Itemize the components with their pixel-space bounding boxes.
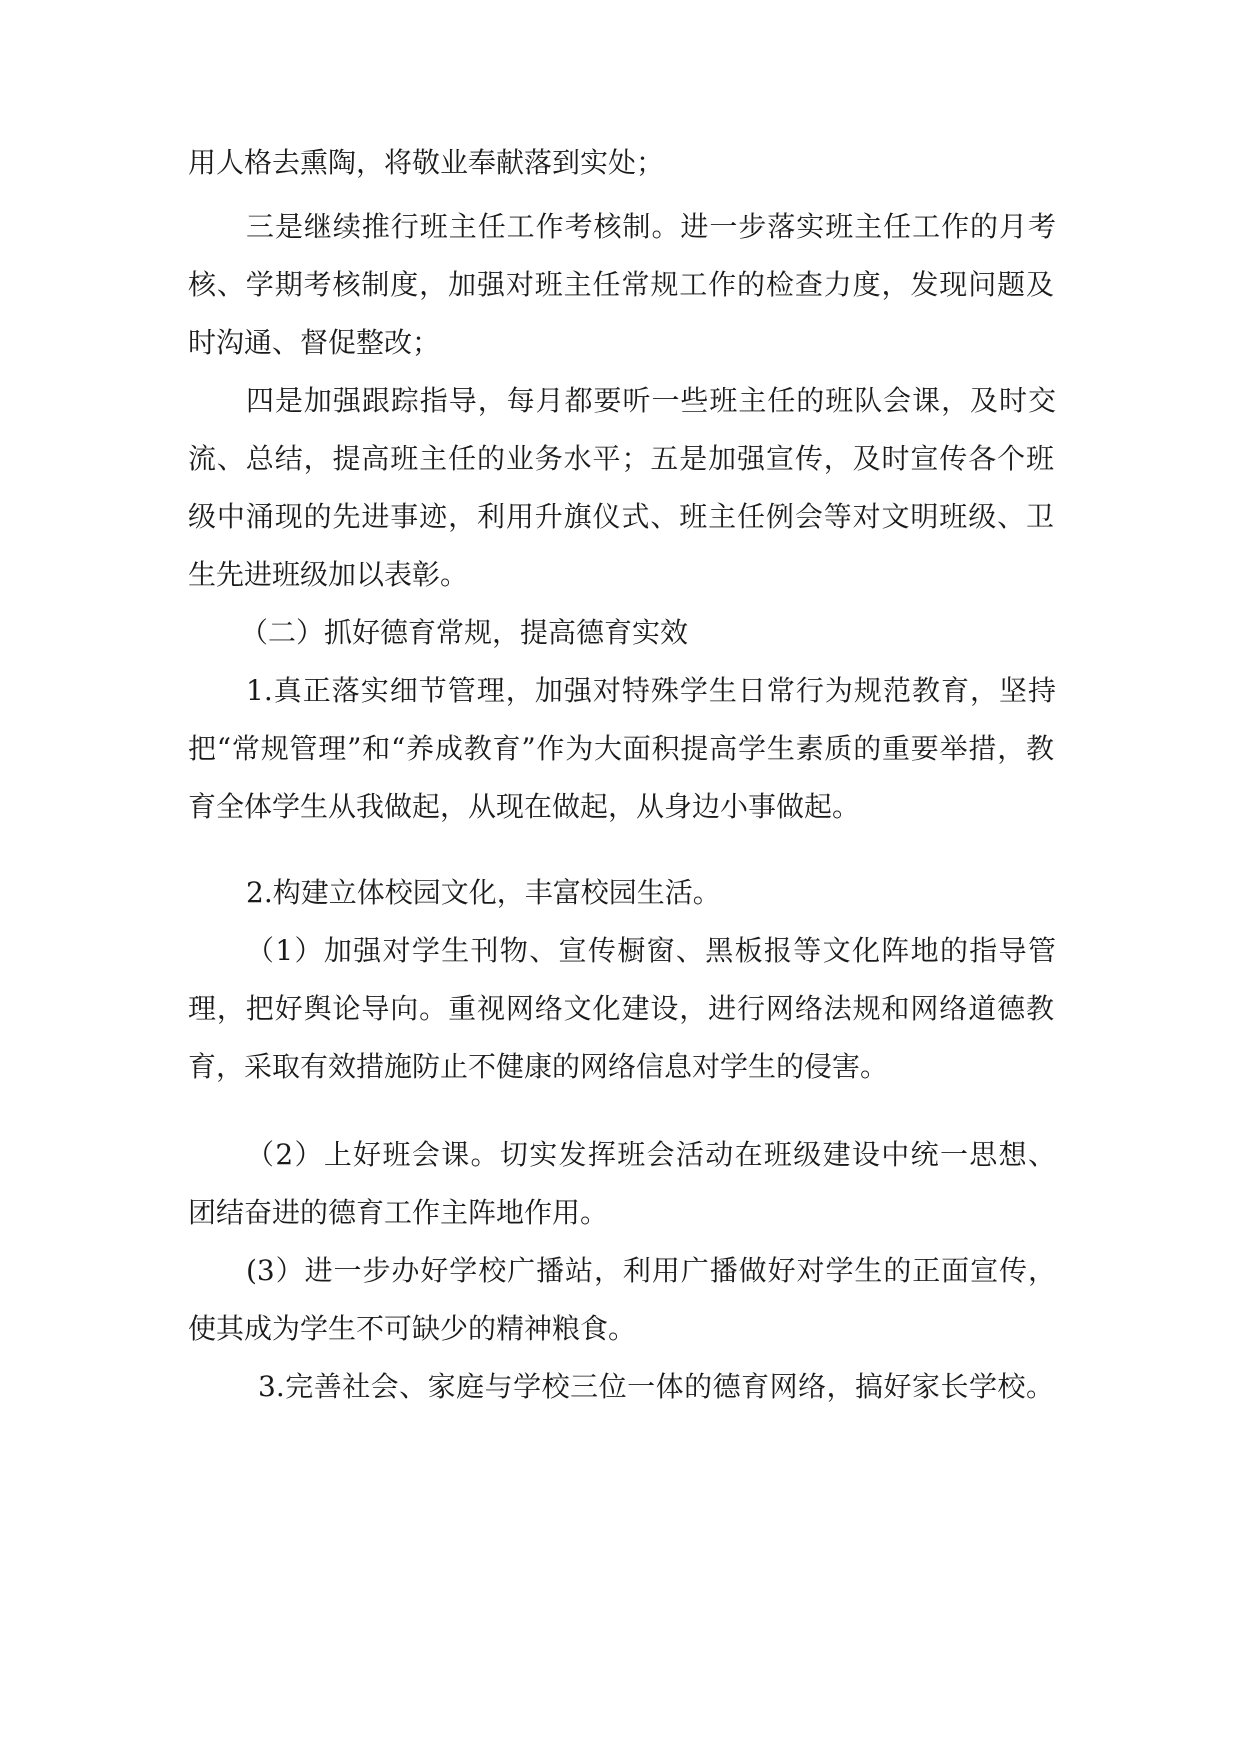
text-line-21: 3.完善社会、家庭与学校三位一体的德育网络，搞好家长学校。: [258, 1370, 1054, 1403]
text-line-2: 三是继续推行班主任工作考核制。进一步落实班主任工作的月考: [246, 210, 1056, 243]
text-line-7: 级中涌现的先进事迹，利用升旗仪式、班主任例会等对文明班级、卫: [188, 500, 1054, 533]
text-line-14: （1）加强对学生刊物、宣传橱窗、黑板报等文化阵地的指导管: [246, 934, 1056, 967]
text-line-15: 理，把好舆论导向。重视网络文化建设，进行网络法规和网络道德教: [188, 992, 1054, 1025]
text-line-16: 育，采取有效措施防止不健康的网络信息对学生的侵害。: [188, 1050, 889, 1083]
text-line-20: 使其成为学生不可缺少的精神粮食。: [188, 1312, 637, 1345]
section-heading: （二）抓好德育常规，提高德育实效: [240, 616, 689, 649]
text-line-17: （2）上好班会课。切实发挥班会活动在班级建设中统一思想、: [246, 1138, 1056, 1171]
text-line-6: 流、总结，提高班主任的业务水平；五是加强宣传，及时宣传各个班: [188, 442, 1054, 475]
text-line-4: 时沟通、督促整改；: [188, 326, 441, 359]
text-line-8: 生先进班级加以表彰。: [188, 558, 469, 591]
text-line-1: 用人格去熏陶，将敬业奉献落到实处；: [188, 146, 665, 179]
text-line-18: 团结奋进的德育工作主阵地作用。: [188, 1196, 609, 1229]
text-line-3: 核、学期考核制度，加强对班主任常规工作的检查力度，发现问题及: [188, 268, 1054, 301]
text-line-12: 育全体学生从我做起，从现在做起，从身边小事做起。: [188, 790, 861, 823]
text-line-19: (3）进一步办好学校广播站，利用广播做好对学生的正面宣传，: [246, 1254, 1056, 1287]
text-line-11: 把“常规管理”和“养成教育”作为大面积提高学生素质的重要举措，教: [188, 732, 1054, 765]
text-line-13: 2.构建立体校园文化，丰富校园生活。: [246, 876, 721, 909]
text-line-5: 四是加强跟踪指导，每月都要听一些班主任的班队会课，及时交: [246, 384, 1056, 417]
text-line-10: 1.真正落实细节管理，加强对特殊学生日常行为规范教育，坚持: [246, 674, 1056, 707]
